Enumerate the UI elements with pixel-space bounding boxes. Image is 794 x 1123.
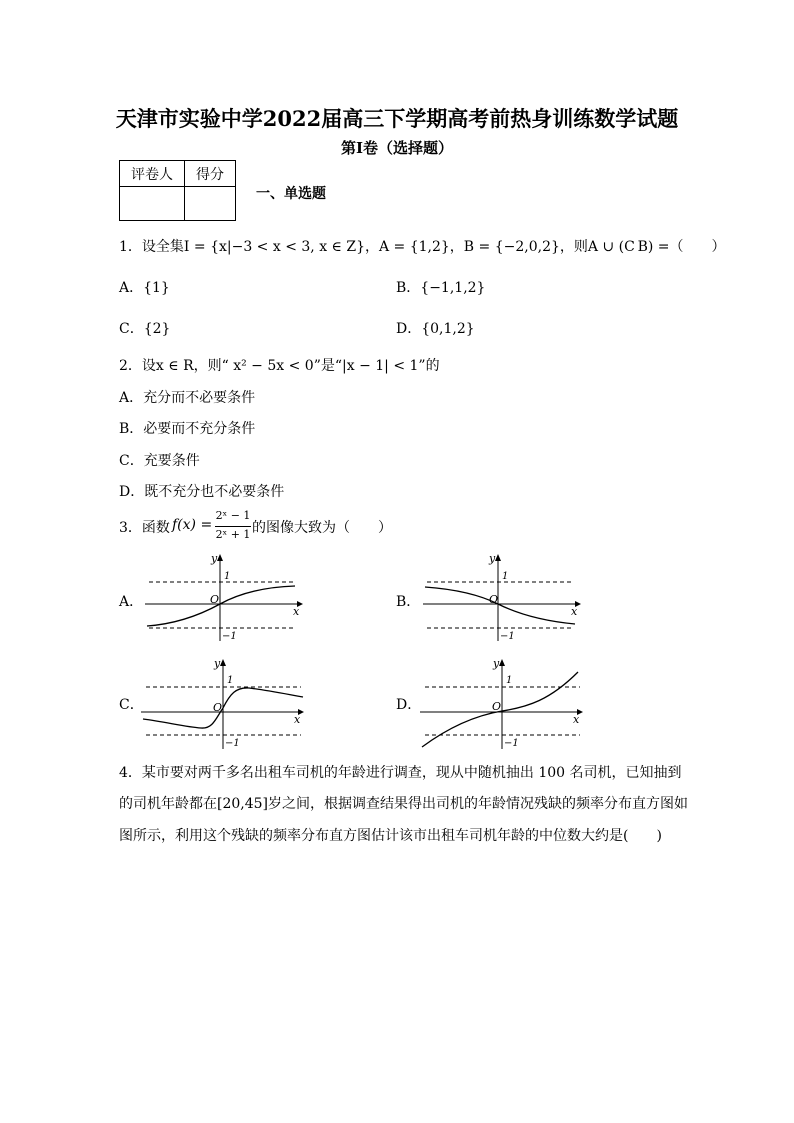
question-1-option-c: C．{2} [119, 321, 171, 337]
graph-c-tick-pos: 1 [227, 675, 234, 686]
question-2-stem: 2．设x ∈ R，则“ x² − 5x < 0”是“|x − 1| < 1”的 [119, 358, 440, 374]
score-table-header-score: 得分 [185, 161, 236, 187]
question-3-option-c: C． [119, 697, 144, 713]
score-table-header-grader: 评卷人 [120, 161, 185, 187]
graph-a-x-label: x [293, 605, 300, 618]
graph-b-tick-neg: −1 [500, 631, 515, 642]
graph-d-origin-label: O [492, 700, 502, 713]
graph-d-x-label: x [573, 713, 580, 726]
question-4-line-2: 的司机年龄都在[20,45]岁之间，根据调查结果得出司机的年龄情况残缺的频率分布直方图如 [119, 796, 689, 812]
graph-d-tick-neg: −1 [504, 738, 519, 749]
graph-a-tick-pos: 1 [224, 571, 231, 582]
graph-c-tick-neg: −1 [225, 738, 240, 749]
question-3-stem-prefix: 3．函数 [119, 520, 170, 536]
graph-option-a [145, 553, 305, 643]
question-4-line-3: 图所示，利用这个残缺的频率分布直方图估计该市出租车司机年龄的中位数大约是( ) [119, 828, 662, 844]
score-table-cell-grader [120, 187, 185, 221]
page-subtitle: 第I卷（选择题） [340, 139, 454, 157]
score-table [119, 160, 236, 221]
question-1-option-d: D．{0,1,2} [396, 321, 475, 337]
graph-c-x-label: x [294, 713, 301, 726]
question-3-fraction-numerator: 2ˣ − 1 [215, 509, 251, 522]
question-2-option-a: A．充分而不必要条件 [119, 390, 256, 406]
question-1-stem: 1．设全集I = {x|−3 < x < 3, x ∈ Z}，A = {1,2}，B = {−2,0,2}，则A ∪ (C B) =（ ） [119, 239, 726, 255]
graph-d-y-label: y [493, 657, 500, 670]
graph-option-d [420, 656, 585, 751]
graph-c-y-label: y [214, 657, 221, 670]
question-2-option-d: D．既不充分也不必要条件 [119, 484, 285, 500]
question-2-option-b: B．必要而不充分条件 [119, 421, 256, 437]
page-title: 天津市实验中学2022届高三下学期高考前热身训练数学试题 [115, 106, 679, 131]
graph-d-tick-pos: 1 [506, 675, 513, 686]
graph-option-c [141, 656, 306, 751]
question-3-stem-suffix: 的图像大致为（ ） [252, 520, 392, 536]
question-3-function-name: f(x) = [172, 517, 213, 533]
question-3-fraction-denominator: 2ˣ + 1 [215, 528, 251, 541]
graph-option-b [423, 553, 583, 643]
question-1-option-b: B．{−1,1,2} [396, 280, 486, 296]
question-2-option-c: C．充要条件 [119, 453, 200, 469]
graph-b-y-label: y [489, 553, 496, 565]
graph-a-tick-neg: −1 [222, 631, 237, 642]
question-3-fraction-bar [215, 526, 251, 527]
graph-b-x-label: x [571, 605, 578, 618]
question-4-line-1: 4．某市要对两千多名出租车司机的年龄进行调查，现从中随机抽出 100 名司机，已知抽到 [119, 765, 682, 781]
score-table-cell-score [185, 187, 236, 221]
graph-a-y-label: y [211, 553, 218, 565]
graph-a-origin-label: O [210, 593, 220, 606]
question-1-option-a: A．{1} [119, 280, 170, 296]
graph-b-tick-pos: 1 [502, 571, 509, 582]
section-heading: 一、单选题 [256, 186, 326, 202]
question-3-option-d: D． [396, 697, 422, 713]
question-3-option-a: A． [119, 594, 144, 610]
graph-c-origin-label: O [213, 701, 223, 714]
question-3-option-b: B． [396, 594, 421, 610]
graph-b-origin-label: O [489, 593, 499, 606]
